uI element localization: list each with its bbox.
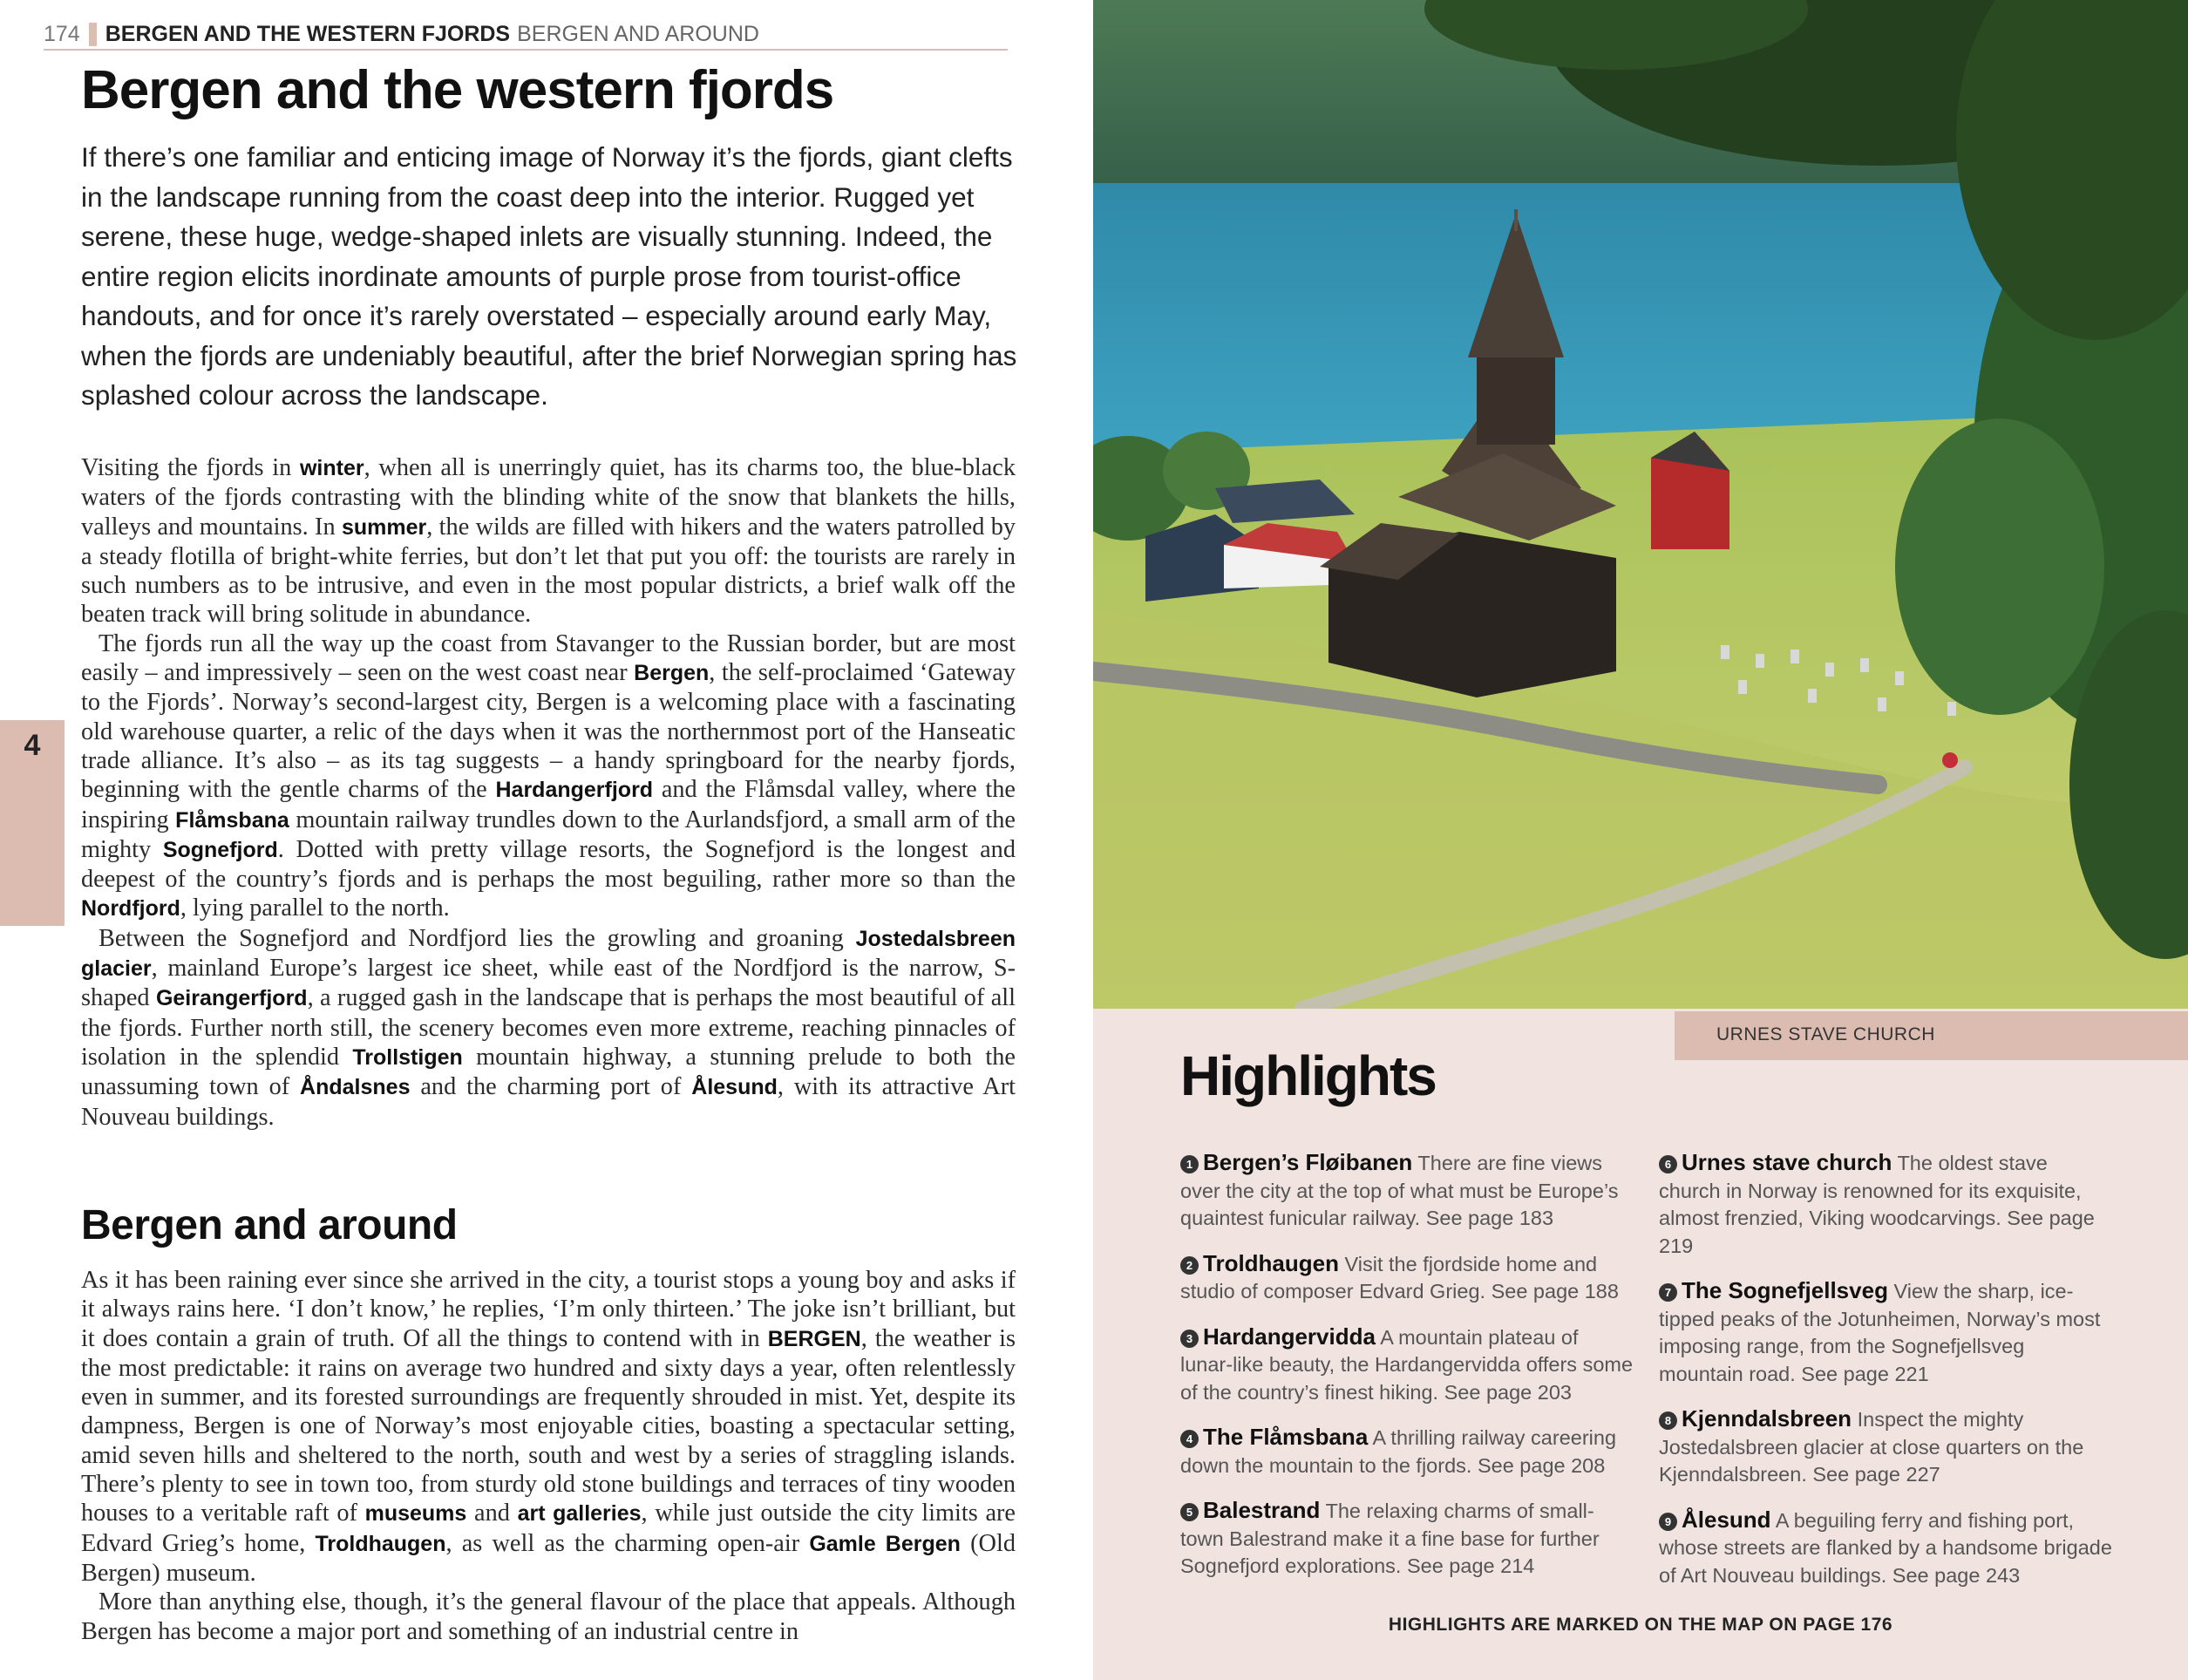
highlight-number: 1: [1180, 1155, 1199, 1173]
highlight-name: Balestrand: [1203, 1497, 1321, 1523]
text-run: and: [466, 1500, 518, 1527]
highlight-number: 9: [1659, 1513, 1677, 1531]
bold-term: Troldhaugen: [315, 1531, 446, 1556]
text-run: Between the Sognefjord and Nordfjord lies the growling and groaning: [99, 924, 856, 952]
highlight-item: [1180, 1497, 1634, 1581]
highlight-name: The Sognefjellsveg: [1682, 1277, 1888, 1303]
highlight-description: Inspect the mighty Jostedalsbreen glacier at close quarters on the Kjenndalsbreen. See page 227: [1659, 1408, 2084, 1486]
highlights-title: Highlights: [1180, 1044, 1436, 1107]
highlight-name: The Flåmsbana: [1203, 1424, 1369, 1450]
bold-term: museums: [364, 1501, 467, 1527]
highlight-item: [1180, 1149, 1634, 1233]
text-run: mountain railway trundles down to the Aurlandsfjord, a small arm of the mighty: [81, 806, 1016, 863]
chapter-title: Bergen and the western fjords: [81, 60, 834, 120]
highlight-description: View the sharp, ice-tipped peaks of the Jotunheimen, Norway’s most imposing range, from the Sognefjellsveg mountain road. See page 221: [1659, 1280, 2101, 1385]
text-run: , lying parallel to the north.: [180, 894, 450, 922]
highlight-number: 5: [1180, 1503, 1199, 1521]
text-run: The fjords run all the way up the coast from Stavanger to the Russian border, but are most easily – and impressively – seen on the west coast near: [81, 629, 1016, 687]
text-run: , the weather is the most predictable: it rains on average two hundred and sixty days a year, often relentlessly even in summer, and its forested surroundings are frequently shrouded in mist. Yet, despite its dampness, Bergen is one of Norway’s most enjoyable cities, boasting a spectacular setting, amid seven hills and sheltered to the north, south and west by a series of straggling islands. There’s plenty to see in town too, from sturdy old stone buildings and terraces of tiny wooden houses to a veritable raft of: [81, 1324, 1016, 1527]
highlight-item: [1180, 1323, 1634, 1407]
highlight-name: Hardangervidda: [1203, 1323, 1376, 1350]
text-run: , the self-proclaimed ‘Gateway to the Fjords’. Norway’s second-largest city, Bergen is a welcoming place with a fascinating old warehouse quarter, a relic of the days when it was the northernmost port of the Hanseatic trade alliance. It’s also – as its tag suggests – a handy springboard for the nearby fjords, beginning with the gentle charms of the: [81, 659, 1016, 804]
highlight-item: [1180, 1424, 1634, 1479]
highlight-item: [1180, 1250, 1634, 1306]
highlights-column-left: [1180, 1149, 1634, 1598]
running-head-section: BERGEN AND THE WESTERN FJORDS: [105, 21, 511, 46]
body-paragraph: [81, 629, 1016, 924]
highlight-description: There are fine views over the city at the top of what must be Europe’s quaintest funicular railway. See page 183: [1180, 1152, 1619, 1229]
text-run: , as well as the charming open-air: [445, 1529, 810, 1557]
highlights-column-right: [1659, 1149, 2112, 1607]
text-run: (Old Bergen) museum.: [81, 1529, 1016, 1587]
text-run: , while just outside the city limits are Edvard Grieg’s home,: [81, 1500, 1016, 1557]
photo-caption-bar: [1675, 1011, 2188, 1060]
text-run: , mainland Europe’s largest ice sheet, while east of the Nordfjord is the narrow, S-shaped: [81, 955, 1016, 1012]
body-paragraph: [81, 1266, 1016, 1588]
text-run: mountain highway, a stunning prelude to both the unassuming town of: [81, 1043, 1016, 1101]
bold-term: Geirangerfjord: [155, 986, 308, 1011]
text-run: As it has been raining ever since she arrived in the city, a tourist stops a young boy and asks if it always rains here. ‘I don’t know,’ he replies, ‘I’m only thirteen.’ The joke isn’t brilliant, but it does contain a grain of truth. Of all the things to contend with in: [81, 1267, 1016, 1352]
bold-term: Bergen: [634, 661, 710, 686]
text-run: and the Flåmsdal valley, where the inspiring: [81, 776, 1016, 833]
highlight-description: A thrilling railway careering down the mountain to the fjords. See page 208: [1180, 1426, 1617, 1477]
highlight-name: Bergen’s Fløibanen: [1203, 1149, 1413, 1175]
text-run: , the wilds are filled with hikers and the waters patrolled by a steady flotilla of bright-white ferries, but don’t let that put you off: the tourists are rarely in such numbers as to be intrusive, and even in the most popular districts, a brief walk off the beaten track will bring solitude in abundance.: [81, 513, 1016, 629]
bold-term: BERGEN: [767, 1326, 861, 1351]
highlight-name: Troldhaugen: [1203, 1249, 1339, 1276]
highlight-number: 4: [1180, 1430, 1199, 1448]
highlight-number: 2: [1180, 1256, 1199, 1275]
urnes-stave-church-photo: [1093, 0, 2188, 1009]
highlight-item: [1659, 1507, 2112, 1590]
highlight-item: [1659, 1405, 2112, 1489]
bold-term: Sognefjord: [162, 837, 278, 862]
photo-caption: URNES STAVE CHURCH: [1716, 1024, 1935, 1044]
section-title: Bergen and around: [81, 1202, 458, 1248]
text-run: . Dotted with pretty village resorts, the Sognefjord is the longest and deepest of the country’s fjords and is perhaps the most beguiling, rather more so than the: [81, 835, 1016, 894]
highlight-name: Kjenndalsbreen: [1682, 1405, 1852, 1432]
text-run: , a rugged gash in the landscape that is perhaps the most beautiful of all the fjords. Further north still, the scenery becomes even more extreme, reaching pinnacles of isolation in the splendid: [81, 984, 1016, 1071]
bold-term: winter: [299, 456, 364, 480]
chapter-body-text: [81, 453, 1016, 1132]
highlight-number: 7: [1659, 1283, 1677, 1302]
chapter-tab: [0, 720, 65, 926]
body-paragraph: [81, 924, 1016, 1132]
highlight-number: 6: [1659, 1155, 1677, 1173]
highlight-description: Visit the fjordside home and studio of composer Edvard Grieg. See page 188: [1180, 1252, 1619, 1303]
body-paragraph: [81, 1588, 1016, 1646]
text-run: , when all is unerringly quiet, has its charms too, the blue-black waters of the fjords contrasting with the blinding white of the snow that blankets the hills, valleys and mountains. In: [81, 454, 1016, 541]
highlight-description: A mountain plateau of lunar-like beauty, the Hardangervidda offers some of the country’s finest hiking. See page 203: [1180, 1325, 1634, 1404]
highlight-name: Urnes stave church: [1682, 1149, 1892, 1175]
highlight-description: A beguiling ferry and fishing port, whose streets are flanked by a handsome brigade of Art Nouveau buildings. See page 243: [1659, 1508, 2112, 1587]
body-paragraph: [81, 453, 1016, 629]
page-number: 174: [44, 21, 80, 46]
bold-term: Flåmsbana: [175, 807, 289, 833]
bold-term: Åndalsnes: [300, 1075, 411, 1100]
intro-paragraph: If there’s one familiar and enticing image of Norway it’s the fjords, giant clefts in the landscape running from the coast deep into the interior. Rugged yet serene, these huge, wedge-shaped inlets are visually stunning. Indeed, the entire region elicits inordinate amounts of purple prose from tourist-office handouts, and for once it’s rarely overstated – especially around early May, when the fjords are undeniably beautiful, after the brief Norwegian spring has splashed colour across the landscape.: [81, 141, 1017, 411]
right-page: [1093, 0, 2188, 1680]
highlight-number: 3: [1180, 1330, 1199, 1348]
bold-term: Gamle Bergen: [809, 1531, 961, 1556]
running-head-marker: [89, 23, 97, 46]
bold-term: Jostedalsbreen glacier: [81, 926, 1016, 982]
running-head-subsection: BERGEN AND AROUND: [517, 21, 759, 46]
bold-term: art galleries: [517, 1501, 642, 1527]
bold-term: Ålesund: [691, 1075, 778, 1100]
highlight-name: Ålesund: [1682, 1506, 1771, 1533]
highlight-item: [1659, 1277, 2112, 1388]
chapter-tab-number: 4: [24, 729, 41, 762]
running-head: [44, 19, 1008, 51]
left-page: [0, 0, 1093, 1680]
bold-term: Trollstigen: [352, 1044, 463, 1070]
text-run: , with its attractive Art Nouveau buildings.: [81, 1073, 1016, 1131]
text-run: Visiting the fjords in: [81, 454, 300, 481]
section-body-text: [81, 1266, 1016, 1646]
highlight-description: The oldest stave church in Norway is renowned for its exquisite, almost frenzied, Viking woodcarvings. See page 219: [1659, 1152, 2095, 1257]
highlight-description: The relaxing charms of small-town Balestrand make it a fine base for further Sognefjord explorations. See page 214: [1180, 1500, 1600, 1577]
highlight-number: 8: [1659, 1411, 1677, 1430]
bold-term: Nordfjord: [81, 896, 180, 922]
highlight-item: [1659, 1149, 2112, 1260]
bold-term: summer: [341, 514, 427, 540]
text-run: and the charming port of: [410, 1073, 692, 1101]
highlights-map-note: HIGHLIGHTS ARE MARKED ON THE MAP ON PAGE 176: [1388, 1615, 1893, 1635]
text-run: More than anything else, though, it’s the general flavour of the place that appeals. Although Bergen has become a major port and something of an industrial centre in: [81, 1588, 1016, 1645]
bold-term: Hardangerfjord: [495, 778, 654, 803]
